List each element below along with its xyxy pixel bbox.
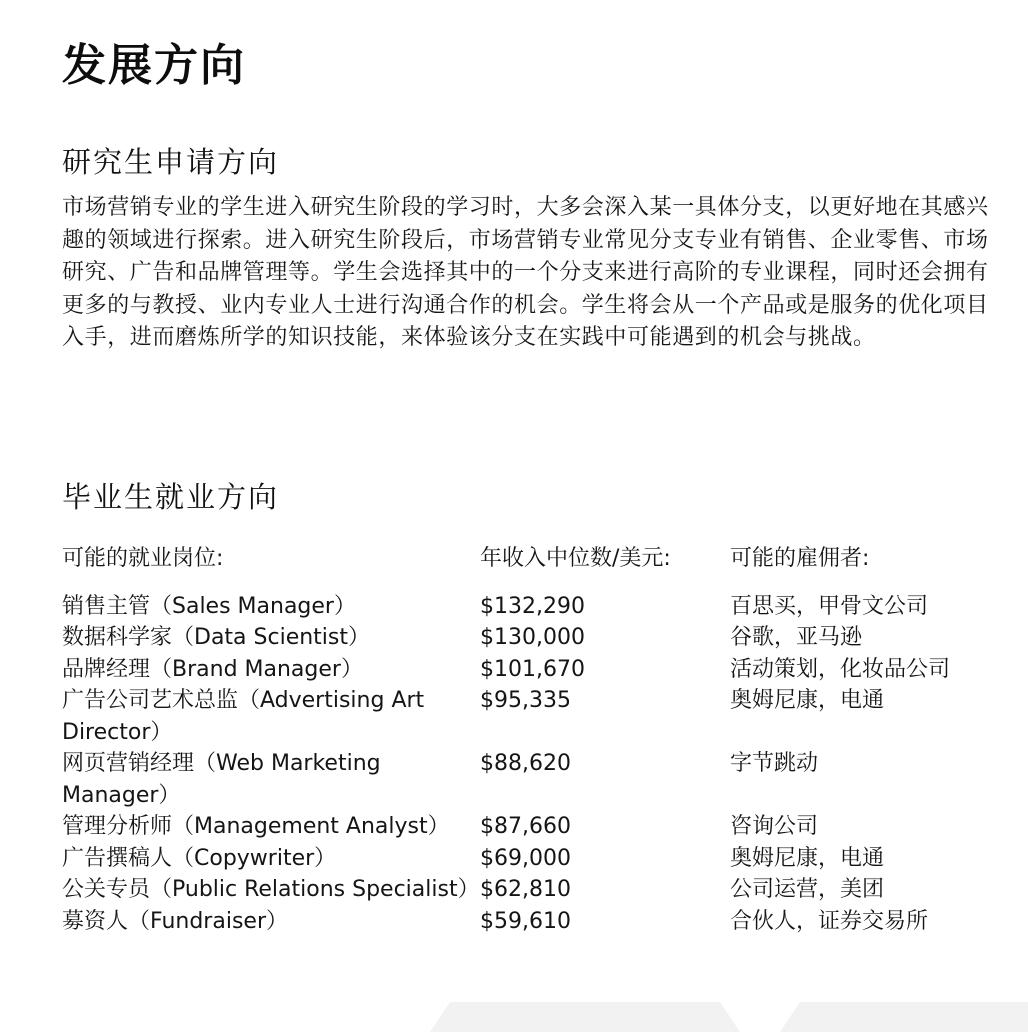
job-position: 网页营销经理（Web Marketing Manager） <box>62 751 381 808</box>
median-salary: $130,000 <box>480 625 585 650</box>
job-position: 广告撰稿人（Copywriter） <box>62 845 337 871</box>
median-salary: $132,290 <box>480 593 585 619</box>
job-position: 公关专员（Public Relations Specialist） <box>62 877 480 902</box>
median-salary: $69,000 <box>480 845 571 871</box>
employers: 活动策划，化妆品公司 <box>730 656 951 682</box>
career-table-header <box>62 543 992 575</box>
table-row <box>62 748 992 811</box>
employers: 奥姆尼康，电通 <box>730 688 885 713</box>
employers: 百思买，甲骨文公司 <box>730 593 929 619</box>
page-title: 发展方向 <box>62 40 246 91</box>
column-header-position: 可能的就业岗位: <box>62 546 224 571</box>
table-row <box>62 685 992 748</box>
job-position: 管理分析师（Management Analyst） <box>62 814 450 839</box>
graduate-section-paragraph: 市场营销专业的学生进入研究生阶段的学习时，大多会深入某一具体分支，以更好地在其感兴趣的领域进行探索。进入研究生阶段后，市场营销专业常见分支专业有销售、企业零售、市场研究、广告和品牌管理等。学生会选择其中的一个分支来进行高阶的专业课程，同时还会拥有更多的与教授、业内专业人士进行沟通合作的机会。学生将会从一个产品或是服务的优化项目入手，进而磨炼所学的知识技能，来体验该分支在实践中可能遇到的机会与挑战。 <box>62 195 989 350</box>
median-salary: $62,810 <box>480 877 571 902</box>
job-position: 销售主管（Sales Manager） <box>62 593 356 619</box>
table-row <box>62 906 992 938</box>
employers: 合伙人，证券交易所 <box>730 908 929 934</box>
table-row <box>62 811 992 843</box>
table-row <box>62 843 992 875</box>
median-salary: $101,670 <box>480 656 585 682</box>
table-row <box>62 654 992 686</box>
median-salary: $59,610 <box>480 908 571 934</box>
career-table <box>62 543 992 937</box>
table-row <box>62 874 992 906</box>
job-position: 募资人（Fundraiser） <box>62 908 288 934</box>
table-row <box>62 591 992 623</box>
median-salary: $95,335 <box>480 688 571 713</box>
career-section-heading: 毕业生就业方向 <box>62 480 280 514</box>
median-salary: $88,620 <box>480 751 571 776</box>
job-position: 数据科学家（Data Scientist） <box>62 625 371 650</box>
employers: 谷歌，亚马逊 <box>730 625 863 650</box>
employers: 奥姆尼康，电通 <box>730 845 885 871</box>
median-salary: $87,660 <box>480 814 571 839</box>
employers: 公司运营，美团 <box>730 877 885 902</box>
graduate-section-heading: 研究生申请方向 <box>62 145 280 179</box>
footer-decoration <box>0 1002 1028 1032</box>
job-position: 广告公司艺术总监（Advertising Art Director） <box>62 688 425 745</box>
employers: 咨询公司 <box>730 814 819 839</box>
table-row <box>62 622 992 654</box>
column-header-salary: 年收入中位数/美元: <box>480 546 671 571</box>
employers: 字节跳动 <box>730 751 819 776</box>
job-position: 品牌经理（Brand Manager） <box>62 656 363 682</box>
column-header-employer: 可能的雇佣者: <box>730 546 870 571</box>
